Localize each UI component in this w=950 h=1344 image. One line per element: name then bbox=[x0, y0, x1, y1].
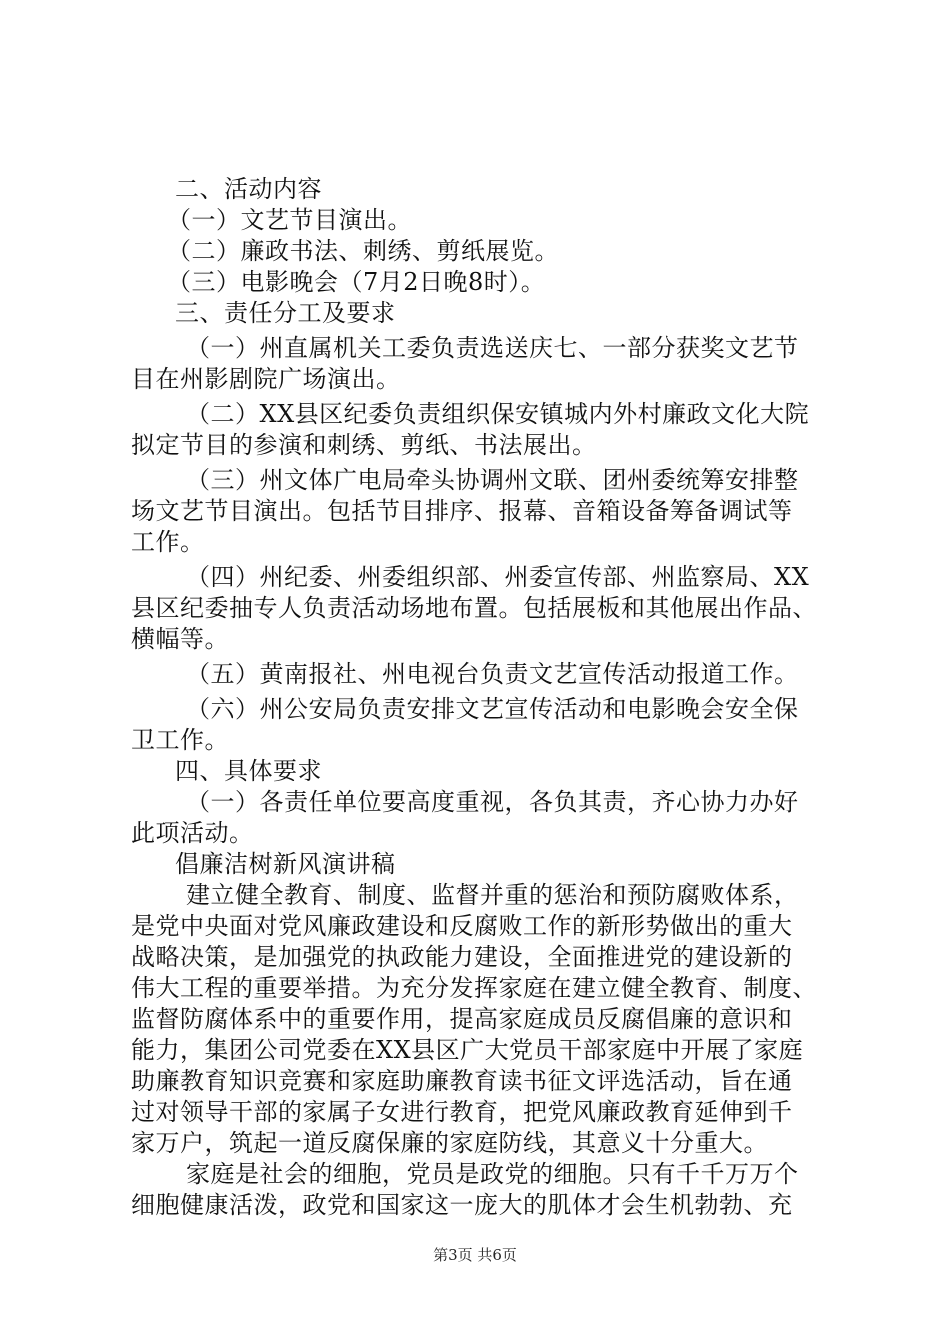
paragraph-line: 目在州影剧院广场演出。 bbox=[131, 365, 401, 393]
paragraph-line: （一）州直属机关工委负责选送庆七、一部分获奖文艺节 bbox=[186, 334, 799, 362]
paragraph-line: 工作。 bbox=[131, 528, 205, 556]
paragraph-line: 伟大工程的重要举措。为充分发挥家庭在建立健全教育、制度、 bbox=[131, 974, 817, 1002]
paragraph-line: 家庭是社会的细胞，党员是政党的细胞。只有千千万万个 bbox=[186, 1160, 799, 1188]
paragraph-line: 细胞健康活泼，政党和国家这一庞大的肌体才会生机勃勃、充 bbox=[131, 1191, 793, 1219]
paragraph-line: 横幅等。 bbox=[131, 625, 229, 653]
paragraph-line: 家万户，筑起一道反腐保廉的家庭防线，其意义十分重大。 bbox=[131, 1129, 768, 1157]
paragraph-line: 拟定节目的参演和刺绣、剪纸、书法展出。 bbox=[131, 431, 597, 459]
paragraph-line: 建立健全教育、制度、监督并重的惩治和预防腐败体系， bbox=[186, 881, 799, 909]
paragraph-line: （一）各责任单位要高度重视，各负其责，齐心协力办好 bbox=[186, 788, 799, 816]
paragraph-line: 卫工作。 bbox=[131, 726, 229, 754]
paragraph-line: 此项活动。 bbox=[131, 819, 254, 847]
paragraph-line: （六）州公安局负责安排文艺宣传活动和电影晚会安全保 bbox=[186, 695, 799, 723]
paragraph-line: 战略决策，是加强党的执政能力建设，全面推进党的建设新的 bbox=[131, 943, 793, 971]
list-item: （三）电影晚会（7月2日晚8时）。 bbox=[167, 268, 546, 296]
list-item: （二）廉政书法、刺绣、剪纸展览。 bbox=[167, 237, 559, 265]
speech-title: 倡廉洁树新风演讲稿 bbox=[175, 850, 396, 878]
page-number: 第3页 共6页 bbox=[433, 1246, 517, 1264]
paragraph-line: （四）州纪委、州委组织部、州委宣传部、州监察局、XX bbox=[186, 563, 810, 591]
paragraph-line: （二）XX县区纪委负责组织保安镇城内外村廉政文化大院 bbox=[186, 400, 810, 428]
list-item: （一）文艺节目演出。 bbox=[167, 206, 412, 234]
section-heading: 四、具体要求 bbox=[175, 757, 322, 785]
paragraph-line: 助廉教育知识竞赛和家庭助廉教育读书征文评选活动，旨在通 bbox=[131, 1067, 793, 1095]
paragraph-line: 场文艺节目演出。包括节目排序、报幕、音箱设备筹备调试等 bbox=[131, 497, 793, 525]
document-body bbox=[131, 174, 831, 1221]
paragraph-line: （三）州文体广电局牵头协调州文联、团州委统筹安排整 bbox=[186, 466, 799, 494]
paragraph-line: 监督防腐体系中的重要作用，提高家庭成员反腐倡廉的意识和 bbox=[131, 1005, 793, 1033]
paragraph-line: 过对领导干部的家属子女进行教育，把党风廉政教育延伸到千 bbox=[131, 1098, 793, 1126]
section-heading: 三、责任分工及要求 bbox=[175, 299, 396, 327]
paragraph-line: 能力，集团公司党委在XX县区广大党员干部家庭中开展了家庭 bbox=[131, 1036, 804, 1064]
paragraph-line: 是党中央面对党风廉政建设和反腐败工作的新形势做出的重大 bbox=[131, 912, 793, 940]
paragraph-line: 县区纪委抽专人负责活动场地布置。包括展板和其他展出作品、 bbox=[131, 594, 817, 622]
section-heading: 二、活动内容 bbox=[175, 175, 322, 203]
paragraph-line: （五）黄南报社、州电视台负责文艺宣传活动报道工作。 bbox=[186, 660, 799, 688]
